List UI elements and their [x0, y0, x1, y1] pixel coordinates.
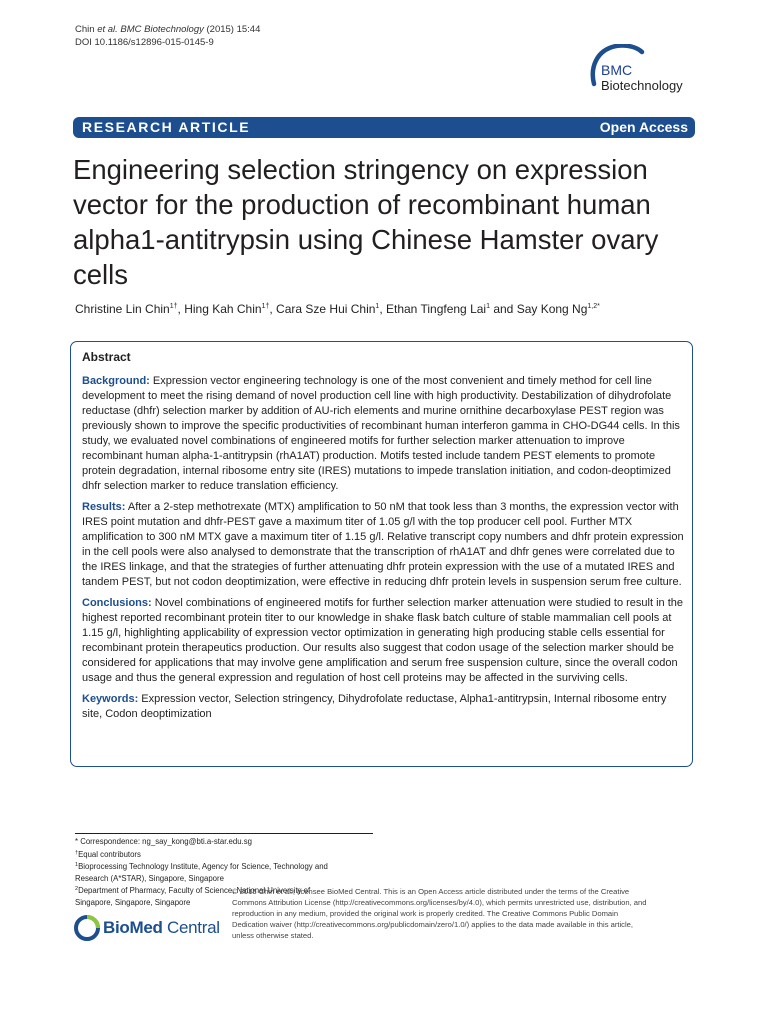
author-affiliation-mark: 1	[486, 303, 490, 310]
license-line: reproduction in any medium, provided the original work is properly credited. The Creative Commons Public Domain	[232, 909, 619, 918]
affiliation-2-cont: Singapore, Singapore, Singapore	[75, 897, 191, 907]
affiliation-1	[75, 860, 385, 873]
correspondence-email[interactable]: * Correspondence: ng_say_kong@bti.a-star.edu.sg	[75, 837, 252, 846]
author-name: Cara Sze Hui Chin	[276, 302, 376, 316]
doi[interactable]: DOI 10.1186/s12896-015-0145-9	[75, 37, 214, 48]
section-text: After a 2-step methotrexate (MTX) amplification to 50 nM that took less than 3 months, the expression vector with IRES point mutation and dhfr-PEST gave a maximum titer of 1.05 g/l with the top producer cell pool. Further MTX amplification to 300 nM MTX gave a maximum titer of 1.15 g/l. Relative transcript copy numbers and dhfr protein expression in the cell pools were also analysed to demonstrate that the transcription of rhA1AT and dhfr genes were correlated due to the IRES linkage, and that the strategies of further attenuating dhfr protein expression with the use of a mutated IRES and tandem PEST, but not codon deoptimization, were effective in reducing dhfr protein levels in suspension serum free culture.	[82, 501, 684, 588]
citation-authors: Chin	[75, 24, 98, 35]
author-separator: ,	[177, 302, 185, 316]
affiliation-1-cont: Research (A*STAR), Singapore, Singapore	[75, 873, 224, 883]
section-label: Keywords:	[82, 693, 139, 705]
publisher-name	[103, 918, 220, 938]
author-affiliation-mark: 1	[375, 303, 380, 310]
article-type: RESEARCH ARTICLE	[82, 119, 251, 135]
citation-volume: (2015) 15:44	[203, 24, 261, 35]
article-title: Engineering selection stringency on expression vector for the production of recombinant human alpha1-antitrypsin using Chinese Hamster ovary cells	[73, 154, 659, 290]
section-text: Novel combinations of engineered motifs for further selection marker attenuation were studied to result in the highest reported recombinant protein titer to our knowledge in shake flask batch culture of stable mammalian cell pools at 1.15 g/l, highlighting applicability of expression vector optimization in generating high producing stable cells essential for recombinant protein therapeutics production. Our results also suggest that codon usage of the selection marker should be considered for applications that may involve gene amplification and serum free suspension culture, since the overall codon usage and thus the general expression and regulation of host cell proteins may be affected in the surviving cells.	[82, 597, 684, 684]
abstract-keywords	[82, 692, 685, 722]
abstract-body	[82, 374, 685, 728]
section-label: Background:	[82, 375, 150, 387]
author-name: Say Kong Ng	[516, 302, 588, 316]
publisher-name-regular: Central	[162, 918, 220, 937]
publisher-name-bold: BioMed	[103, 918, 163, 937]
license-line: Dedication waiver (http://creativecommons.org/publicdomain/zero/1.0/) applies to the data made available in this article,	[232, 920, 633, 929]
footnote-text: Equal contributors	[78, 849, 141, 859]
author-affiliation-mark: 1†	[261, 303, 270, 310]
license-line: © 2015 Chin et al.; licensee BioMed Central. This is an Open Access article distributed under the terms of the Creative	[232, 887, 630, 896]
abstract-background	[82, 374, 685, 494]
author-affiliation-mark: 1†	[169, 303, 178, 310]
citation-journal: et al. BMC Biotechnology	[97, 24, 204, 35]
article-type-banner	[73, 117, 695, 138]
journal-logo-name: Biotechnology	[601, 78, 683, 93]
journal-logo	[586, 44, 698, 96]
author-name: Hing Kah Chin	[184, 302, 262, 316]
publisher-logo	[73, 913, 223, 943]
footnote-text: Bioprocessing Technology Institute, Agency for Science, Technology and	[78, 862, 328, 871]
abstract-heading: Abstract	[82, 350, 131, 364]
author-separator: and	[489, 302, 517, 316]
section-text: Expression vector engineering technology is one of the most convenient and timely method for cell line development to meet the rising demand of novel production cell line with high productivity. Destabilization of dihydrofolate reductase (dhfr) selection marker by addition of AU-rich elements and murine ornithine decarboxylase PEST region was previously shown to improve the specific productivities of recombinant human interferon gamma in CHO-DG44 cells. In this study, we evaluated novel combinations of engineered motifs for further selection marker attenuation to improve recombinant human alpha-1-antitrypsin (rhA1AT) production. Motifs tested include tandem PEST elements to promote protein degradation, internal ribosome entry site (IRES) mutations to impede translation initiation, and codon-deoptimized dhfr selection marker to reduce translation efficiency.	[82, 375, 680, 492]
biomed-central-swirl-icon	[73, 913, 101, 943]
footnote-mark: 1	[75, 862, 79, 868]
equal-contribution-note	[75, 848, 385, 861]
journal-logo-bmc: BMC	[601, 62, 633, 78]
abstract-box	[70, 341, 693, 767]
abstract-results	[82, 500, 685, 590]
footnote-mark: 2	[75, 886, 79, 892]
license-line: Commons Attribution License (http://creativecommons.org/licenses/by/4.0), which permits unrestricted use, distribution, and	[232, 898, 647, 907]
author-separator: ,	[269, 302, 277, 316]
citation-header	[75, 23, 260, 49]
author-affiliation-mark: 1,2*	[587, 303, 600, 310]
open-access-label: Open Access	[599, 119, 688, 135]
author-separator: ,	[379, 302, 386, 316]
footnote-divider	[75, 833, 373, 834]
author-name: Christine Lin Chin	[75, 302, 170, 316]
abstract-conclusions	[82, 596, 685, 686]
section-label: Results:	[82, 501, 126, 513]
license-line: unless otherwise stated.	[232, 931, 314, 940]
footnote-text: Department of Pharmacy, Faculty of Science, National University of	[78, 886, 311, 895]
footnote-mark: †	[75, 849, 79, 856]
license-statement	[232, 886, 692, 941]
citation-line-1	[75, 23, 260, 36]
section-text: Expression vector, Selection stringency, Dihydrofolate reductase, Alpha1-antitrypsin, Internal ribosome entry site, Codon deoptimization	[82, 693, 667, 720]
author-list	[75, 299, 715, 317]
section-label: Conclusions:	[82, 597, 152, 609]
author-name: Ethan Tingfeng Lai	[386, 302, 487, 316]
